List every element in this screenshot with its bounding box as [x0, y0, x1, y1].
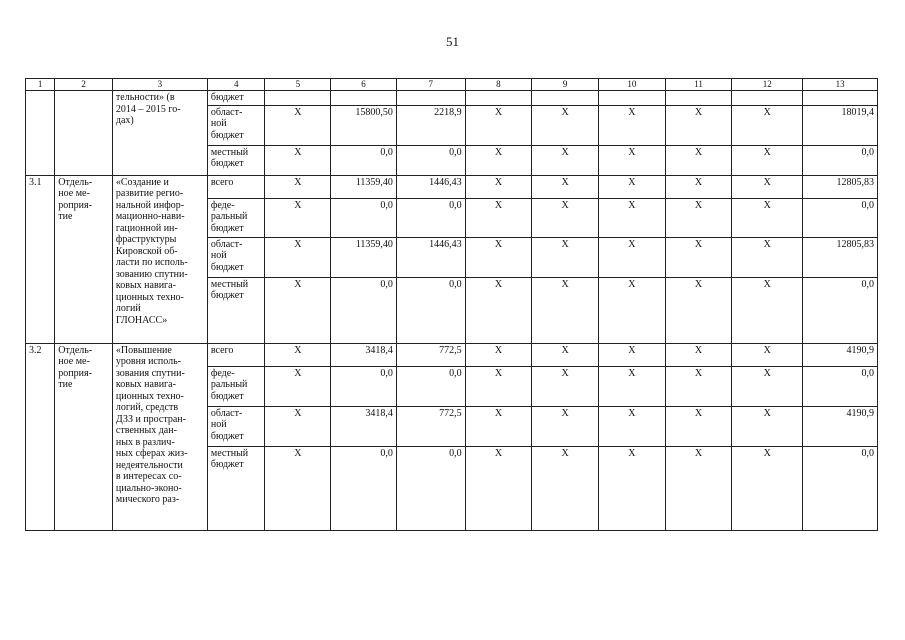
- value-cell-7: 0,0: [396, 366, 465, 406]
- item-type-cell: Отдель- ное ме- роприя- тие: [55, 175, 113, 343]
- item-number-cell: 3.2: [26, 343, 55, 530]
- table-row: [26, 175, 878, 198]
- value-cell-12: X: [732, 237, 803, 277]
- value-cell-9: X: [532, 198, 599, 237]
- value-cell-7: 0,0: [396, 446, 465, 530]
- value-cell-5: X: [265, 175, 331, 198]
- value-cell-7: 0,0: [396, 277, 465, 343]
- value-cell-9: X: [532, 446, 599, 530]
- header-cell: 5: [265, 79, 331, 91]
- value-cell-8: X: [465, 366, 532, 406]
- value-cell-7: 1446,43: [396, 175, 465, 198]
- header-cell: 6: [331, 79, 397, 91]
- value-cell-12: X: [732, 446, 803, 530]
- value-cell-13: [803, 91, 878, 106]
- item-description-cell: тельности» (в 2014 – 2015 го- дах): [112, 91, 207, 176]
- header-row: [26, 79, 878, 91]
- value-cell-11: X: [665, 343, 732, 366]
- header-cell: 7: [396, 79, 465, 91]
- item-type-cell: Отдель- ное ме- роприя- тие: [55, 343, 113, 530]
- funding-source-cell: област- ной бюджет: [207, 406, 265, 446]
- value-cell-12: X: [732, 145, 803, 175]
- value-cell-11: X: [665, 366, 732, 406]
- value-cell-10: X: [598, 175, 665, 198]
- value-cell-13: 0,0: [803, 198, 878, 237]
- value-cell-6: 0,0: [331, 145, 397, 175]
- value-cell-11: X: [665, 105, 732, 145]
- funding-source-cell: феде- ральный бюджет: [207, 198, 265, 237]
- value-cell-5: X: [265, 446, 331, 530]
- header-cell: 3: [112, 79, 207, 91]
- value-cell-7: 772,5: [396, 343, 465, 366]
- value-cell-7: 772,5: [396, 406, 465, 446]
- value-cell-6: 3418,4: [331, 406, 397, 446]
- value-cell-7: 0,0: [396, 145, 465, 175]
- item-number-cell: 3.1: [26, 175, 55, 343]
- funding-source-cell: всего: [207, 175, 265, 198]
- value-cell-13: 0,0: [803, 446, 878, 530]
- value-cell-13: 12805,83: [803, 237, 878, 277]
- value-cell-8: X: [465, 175, 532, 198]
- value-cell-5: [265, 91, 331, 106]
- value-cell-9: X: [532, 145, 599, 175]
- header-cell: 1: [26, 79, 55, 91]
- value-cell-5: X: [265, 237, 331, 277]
- value-cell-8: X: [465, 277, 532, 343]
- value-cell-8: X: [465, 237, 532, 277]
- value-cell-11: X: [665, 277, 732, 343]
- value-cell-8: X: [465, 343, 532, 366]
- item-type-cell: [55, 91, 113, 176]
- value-cell-8: X: [465, 446, 532, 530]
- funding-source-cell: местный бюджет: [207, 446, 265, 530]
- value-cell-5: X: [265, 343, 331, 366]
- page-number: 51: [446, 34, 459, 49]
- value-cell-12: X: [732, 277, 803, 343]
- value-cell-8: X: [465, 145, 532, 175]
- value-cell-12: X: [732, 175, 803, 198]
- value-cell-10: X: [598, 366, 665, 406]
- value-cell-6: 0,0: [331, 366, 397, 406]
- funding-source-cell: местный бюджет: [207, 277, 265, 343]
- value-cell-9: X: [532, 105, 599, 145]
- table-row: [26, 343, 878, 366]
- value-cell-5: X: [265, 406, 331, 446]
- value-cell-5: X: [265, 277, 331, 343]
- value-cell-13: 4190,9: [803, 406, 878, 446]
- value-cell-5: X: [265, 366, 331, 406]
- value-cell-6: 0,0: [331, 446, 397, 530]
- value-cell-10: X: [598, 446, 665, 530]
- value-cell-9: X: [532, 237, 599, 277]
- header-cell: 12: [732, 79, 803, 91]
- funding-source-cell: всего: [207, 343, 265, 366]
- funding-source-cell: област- ной бюджет: [207, 105, 265, 145]
- value-cell-10: X: [598, 277, 665, 343]
- value-cell-10: X: [598, 343, 665, 366]
- value-cell-9: X: [532, 277, 599, 343]
- value-cell-8: X: [465, 198, 532, 237]
- value-cell-6: 15800,50: [331, 105, 397, 145]
- value-cell-12: X: [732, 406, 803, 446]
- value-cell-7: 0,0: [396, 198, 465, 237]
- value-cell-8: X: [465, 105, 532, 145]
- value-cell-9: X: [532, 175, 599, 198]
- item-number-cell: [26, 91, 55, 176]
- value-cell-11: X: [665, 237, 732, 277]
- value-cell-6: [331, 91, 397, 106]
- value-cell-12: X: [732, 105, 803, 145]
- value-cell-8: X: [465, 406, 532, 446]
- value-cell-11: X: [665, 175, 732, 198]
- table-row: [26, 91, 878, 106]
- value-cell-11: X: [665, 198, 732, 237]
- value-cell-13: 4190,9: [803, 343, 878, 366]
- value-cell-9: X: [532, 343, 599, 366]
- value-cell-11: X: [665, 406, 732, 446]
- value-cell-13: 0,0: [803, 277, 878, 343]
- value-cell-6: 11359,40: [331, 175, 397, 198]
- funding-source-cell: феде- ральный бюджет: [207, 366, 265, 406]
- header-cell: 4: [207, 79, 265, 91]
- value-cell-6: 0,0: [331, 198, 397, 237]
- value-cell-9: X: [532, 366, 599, 406]
- value-cell-13: 0,0: [803, 366, 878, 406]
- value-cell-11: X: [665, 145, 732, 175]
- value-cell-6: 11359,40: [331, 237, 397, 277]
- header-cell: 2: [55, 79, 113, 91]
- value-cell-10: X: [598, 198, 665, 237]
- item-description-cell: «Повышение уровня исполь- зования спутни- ковых навига- ционных техно- логий, средств ДЗЗ и простран- ственных дан- ных в различ- ных сферах жиз- недеятельности в интересах со- циально-эконо- мического раз-: [112, 343, 207, 530]
- header-cell: 8: [465, 79, 532, 91]
- value-cell-11: [665, 91, 732, 106]
- item-description-cell: «Создание и развитие регио- нальной инфор- мационно-нави- гационной ин- фраструктуры Кировской об- ласти по исполь- зованию спутни- ковых навига- ционных техно- логий ГЛОНАСС»: [112, 175, 207, 343]
- value-cell-6: 3418,4: [331, 343, 397, 366]
- value-cell-5: X: [265, 198, 331, 237]
- value-cell-6: 0,0: [331, 277, 397, 343]
- value-cell-12: X: [732, 198, 803, 237]
- header-cell: 10: [598, 79, 665, 91]
- value-cell-13: 0,0: [803, 145, 878, 175]
- table-body: [26, 79, 878, 531]
- value-cell-7: 2218,9: [396, 105, 465, 145]
- header-cell: 9: [532, 79, 599, 91]
- value-cell-12: X: [732, 366, 803, 406]
- value-cell-10: X: [598, 237, 665, 277]
- budget-table: [25, 78, 878, 531]
- value-cell-5: X: [265, 105, 331, 145]
- value-cell-10: X: [598, 105, 665, 145]
- funding-source-cell: бюджет: [207, 91, 265, 106]
- value-cell-9: [532, 91, 599, 106]
- header-cell: 11: [665, 79, 732, 91]
- value-cell-10: X: [598, 145, 665, 175]
- header-cell: 13: [803, 79, 878, 91]
- value-cell-12: [732, 91, 803, 106]
- value-cell-5: X: [265, 145, 331, 175]
- value-cell-13: 12805,83: [803, 175, 878, 198]
- value-cell-7: [396, 91, 465, 106]
- value-cell-13: 18019,4: [803, 105, 878, 145]
- value-cell-7: 1446,43: [396, 237, 465, 277]
- value-cell-8: [465, 91, 532, 106]
- funding-source-cell: област- ной бюджет: [207, 237, 265, 277]
- funding-source-cell: местный бюджет: [207, 145, 265, 175]
- value-cell-12: X: [732, 343, 803, 366]
- value-cell-10: X: [598, 406, 665, 446]
- value-cell-10: [598, 91, 665, 106]
- value-cell-9: X: [532, 406, 599, 446]
- value-cell-11: X: [665, 446, 732, 530]
